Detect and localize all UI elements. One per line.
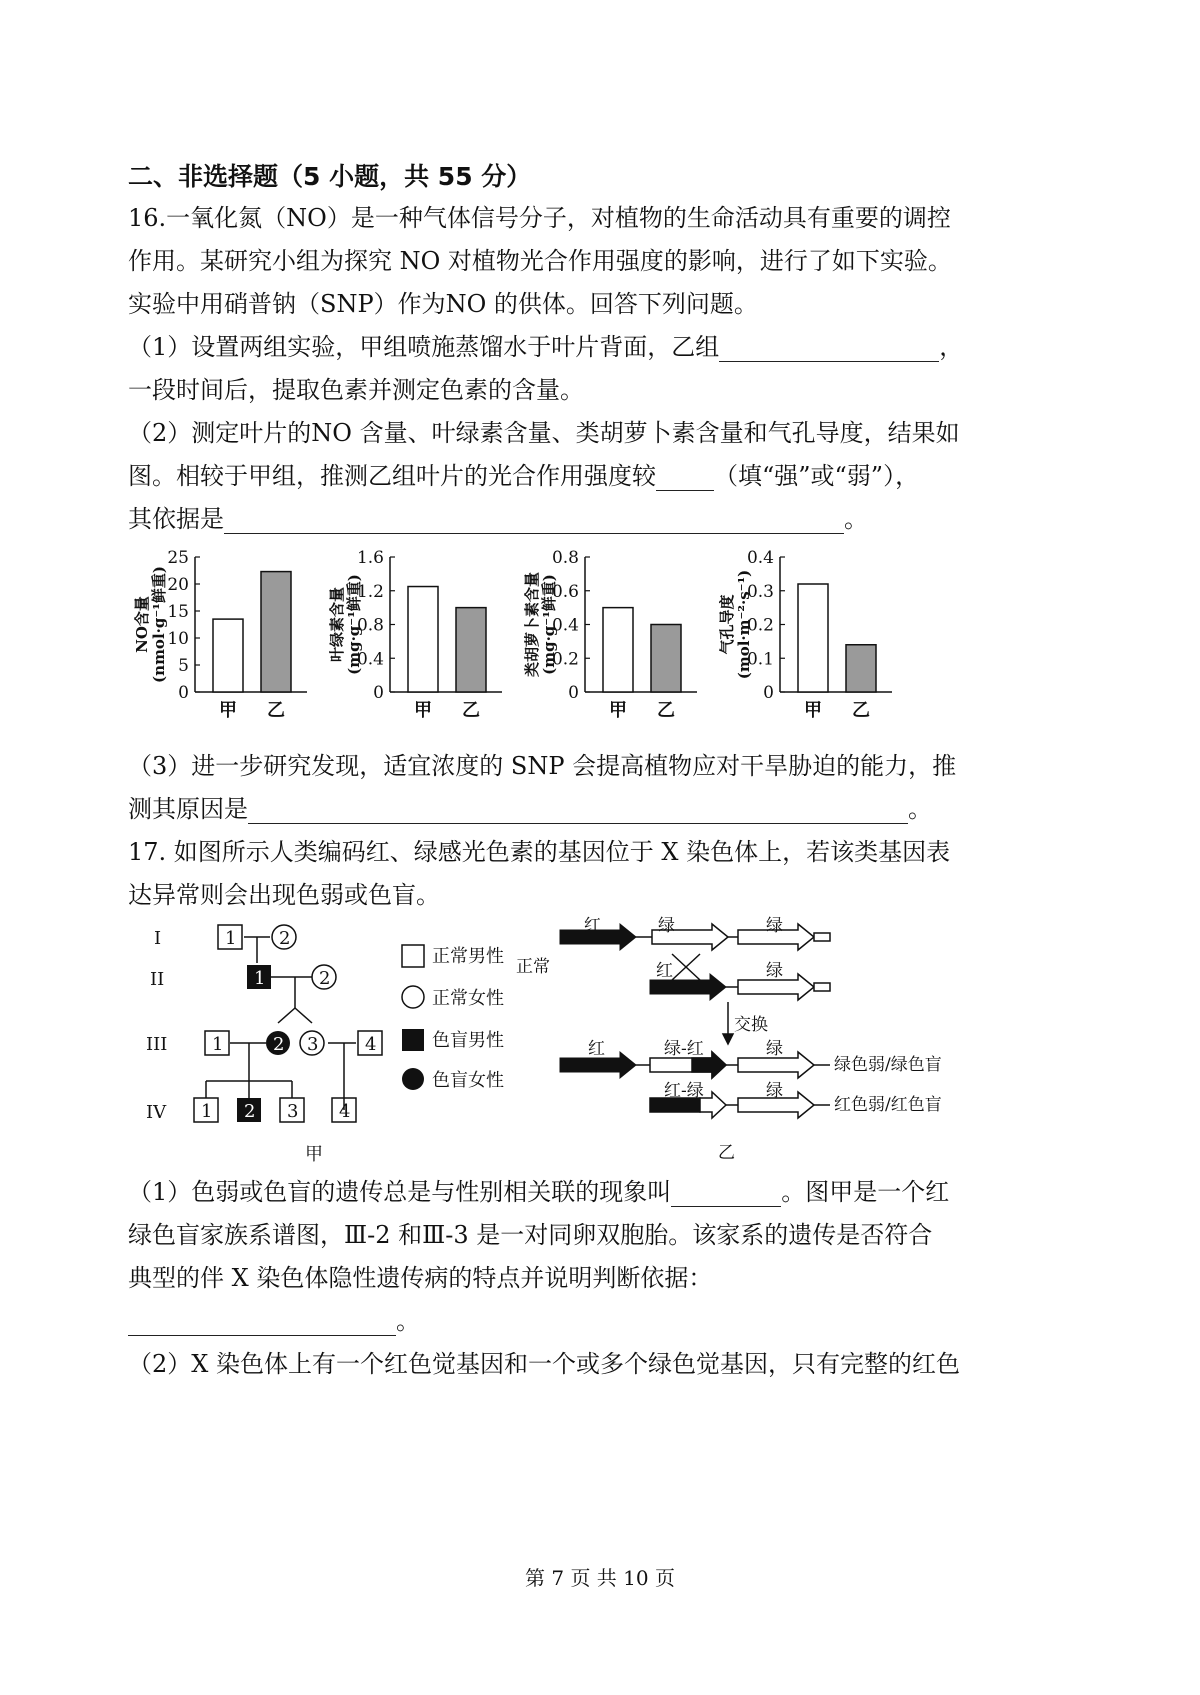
category-label: 甲 [804, 700, 822, 721]
y-axis-unit: (mg·g⁻¹鲜重) [345, 574, 363, 675]
tick-label: 0.6 [551, 581, 579, 602]
pedigree-number: 2 [319, 968, 331, 989]
q16-stem-line3: 实验中用硝普钠（SNP）作为NO 的供体。回答下列问题。 [128, 290, 758, 318]
bar-yi [456, 608, 486, 692]
q16-stem-line1: 16.一氧化氮（NO）是一种气体信号分子，对植物的生命活动具有重要的调控 [128, 204, 951, 232]
y-axis-label: NO含量 [133, 596, 151, 653]
q16-part2-text: 图。相较于甲组，推测乙组叶片的光合作用强度较 [128, 462, 656, 490]
tick-label: 0 [373, 683, 384, 703]
section-title: 二、非选择题（5 小题，共 55 分） [128, 162, 532, 191]
q16-part2-basis: 其依据是 [128, 505, 224, 533]
gene-label: 红 [584, 916, 601, 936]
q16-part3-line1: （3）进一步研究发现，适宜浓度的 SNP 会提高植物应对干旱胁迫的能力，推 [128, 752, 957, 780]
gene-label: 绿 [766, 916, 783, 936]
bar-yi [261, 572, 291, 692]
result-label: 红色弱/红色盲 [834, 1095, 942, 1115]
tick-label: 0.8 [356, 615, 384, 636]
q16-part1-line1 [128, 332, 963, 362]
tick-label: 0 [763, 683, 774, 703]
pedigree-number: 1 [225, 928, 237, 949]
legend-affected-female-icon [402, 1068, 424, 1090]
pedigree-number: 4 [339, 1101, 351, 1122]
category-label: 乙 [852, 700, 870, 721]
tick-label: 0.1 [746, 649, 774, 670]
q16-part3-text: 测其原因是 [128, 795, 248, 823]
q17-part1-line3: 典型的伴 X 染色体隐性遗传病的特点并说明判断依据： [128, 1264, 713, 1292]
q16-part2-hint: （填“强”或“弱”）， [714, 462, 920, 490]
normal-label: 正常 [516, 957, 550, 977]
tick-label: 10 [167, 629, 189, 649]
tick-label: 25 [167, 548, 189, 568]
bar-jia [408, 587, 438, 692]
legend-normal-male-icon [402, 945, 424, 967]
gene-label: 绿 [766, 961, 783, 981]
gen-label-iii: III [146, 1034, 168, 1055]
pedigree-number: 3 [307, 1034, 319, 1055]
punct: 。 [396, 1307, 420, 1335]
q17-part1-text2: 。图甲是一个红 [781, 1178, 950, 1206]
category-label: 甲 [414, 700, 432, 721]
legend-affected-male-icon [402, 1029, 424, 1051]
legend-normal-female-icon [402, 986, 424, 1008]
q16-part1-text: （1）设置两组实验，甲组喷施蒸馏水于叶片背面，乙组 [128, 333, 720, 361]
q16-part2-line1: （2）测定叶片的NO 含量、叶绿素含量、类胡萝卜素含量和气孔导度，结果如 [128, 419, 960, 447]
tick-label: 1.6 [356, 548, 384, 568]
tick-label: 20 [167, 575, 189, 595]
bar-jia [213, 619, 243, 692]
legend-label: 正常男性 [432, 946, 504, 967]
gene-label: 红-绿 [664, 1081, 704, 1101]
pedigree-number: 1 [201, 1101, 213, 1122]
q16-part2-line2 [128, 461, 919, 491]
gen-label-i: I [154, 928, 162, 949]
y-axis-unit: (mg·g⁻¹鲜重) [540, 574, 558, 675]
gene-label: 红 [656, 961, 673, 981]
category-label: 乙 [462, 700, 480, 721]
q16-part1-line2: 一段时间后，提取色素并测定色素的含量。 [128, 376, 584, 404]
q17-part1-text: （1）色弱或色盲的遗传总是与性别相关联的现象叫 [128, 1178, 672, 1206]
gene-label: 绿 [766, 1039, 783, 1059]
bar-jia [798, 584, 828, 692]
category-label: 甲 [219, 700, 237, 721]
y-axis-unit: (nmol·g⁻¹鲜重) [150, 566, 168, 683]
y-axis-unit: (mol·m⁻²·s⁻¹) [735, 569, 753, 680]
bar-jia [603, 608, 633, 692]
pedigree-number: 2 [279, 928, 291, 949]
tick-label: 0.2 [746, 615, 774, 636]
answer-blank[interactable] [128, 1311, 396, 1336]
pedigree-number: 1 [254, 968, 266, 989]
punct: 。 [844, 505, 868, 533]
tick-label: 0.2 [551, 649, 579, 670]
gene-diagram [516, 910, 1080, 1163]
punct: 。 [908, 795, 932, 823]
answer-blank[interactable] [248, 799, 908, 824]
pedigree-figure-label: 甲 [305, 1144, 323, 1165]
y-axis-label: 气孔导度 [718, 594, 736, 655]
legend-label: 色盲男性 [432, 1030, 504, 1051]
q17-part1-line1 [128, 1177, 949, 1207]
bar-yi [651, 625, 681, 693]
q17-part1-line2: 绿色盲家族系谱图，Ⅲ-2 和Ⅲ-3 是一对同卵双胞胎。该家系的遗传是否符合 [128, 1221, 933, 1249]
legend-label: 正常女性 [432, 988, 504, 1009]
pedigree-number: 3 [287, 1101, 299, 1122]
gene-label: 绿-红 [664, 1039, 704, 1059]
tick-label: 15 [167, 602, 189, 622]
result-label: 绿色弱/绿色盲 [834, 1055, 942, 1075]
gen-label-ii: II [150, 969, 165, 990]
pedigree-number: 2 [244, 1101, 256, 1122]
q17-stem-line2: 达异常则会出现色弱或色盲。 [128, 881, 440, 909]
tick-label: 0.8 [551, 548, 579, 568]
tick-label: 0.4 [746, 548, 774, 568]
bar-yi [846, 645, 876, 692]
answer-blank[interactable] [224, 509, 844, 534]
q17-part2-line1: （2）X 染色体上有一个红色觉基因和一个或多个绿色觉基因，只有完整的红色 [128, 1350, 960, 1378]
y-axis-label: 类胡萝卜素含量 [523, 571, 541, 678]
pedigree-number: 1 [212, 1034, 224, 1055]
answer-blank[interactable] [656, 466, 714, 491]
punct: ， [939, 333, 964, 361]
tick-label: 0 [568, 683, 579, 703]
gen-label-iv: IV [146, 1102, 167, 1123]
gene-figure-label: 乙 [718, 1143, 735, 1163]
q16-part3-line2 [128, 794, 932, 824]
gene-label: 红 [588, 1039, 605, 1059]
answer-blank[interactable] [719, 337, 939, 362]
tick-label: 0 [178, 683, 189, 703]
q16-stem-line2: 作用。某研究小组为探究 NO 对植物光合作用强度的影响，进行了如下实验。 [128, 247, 952, 275]
q17-part1-line4 [128, 1306, 420, 1336]
gene-label: 绿 [658, 916, 675, 936]
pedigree-number: 2 [273, 1034, 285, 1055]
category-label: 乙 [657, 700, 675, 721]
tick-label: 0.4 [551, 615, 579, 636]
y-axis-label: 叶绿素含量 [328, 586, 346, 663]
q17-stem-line1: 17. 如图所示人类编码红、绿感光色素的基因位于 X 染色体上，若该类基因表 [128, 838, 951, 866]
legend-label: 色盲女性 [432, 1070, 504, 1091]
tick-label: 1.2 [356, 581, 384, 602]
pedigree-number: 4 [365, 1034, 377, 1055]
category-label: 甲 [609, 700, 627, 721]
category-label: 乙 [267, 700, 285, 721]
exchange-label: 交换 [734, 1015, 768, 1035]
gene-label: 绿 [766, 1081, 783, 1101]
q16-part2-line3 [128, 504, 868, 534]
bar-charts [0, 545, 1200, 745]
page-footer: 第 7 页 共 10 页 [525, 1566, 675, 1590]
answer-blank[interactable] [671, 1182, 781, 1207]
tick-label: 0.3 [746, 581, 774, 602]
tick-label: 0.4 [356, 649, 384, 670]
tick-label: 5 [178, 656, 189, 676]
